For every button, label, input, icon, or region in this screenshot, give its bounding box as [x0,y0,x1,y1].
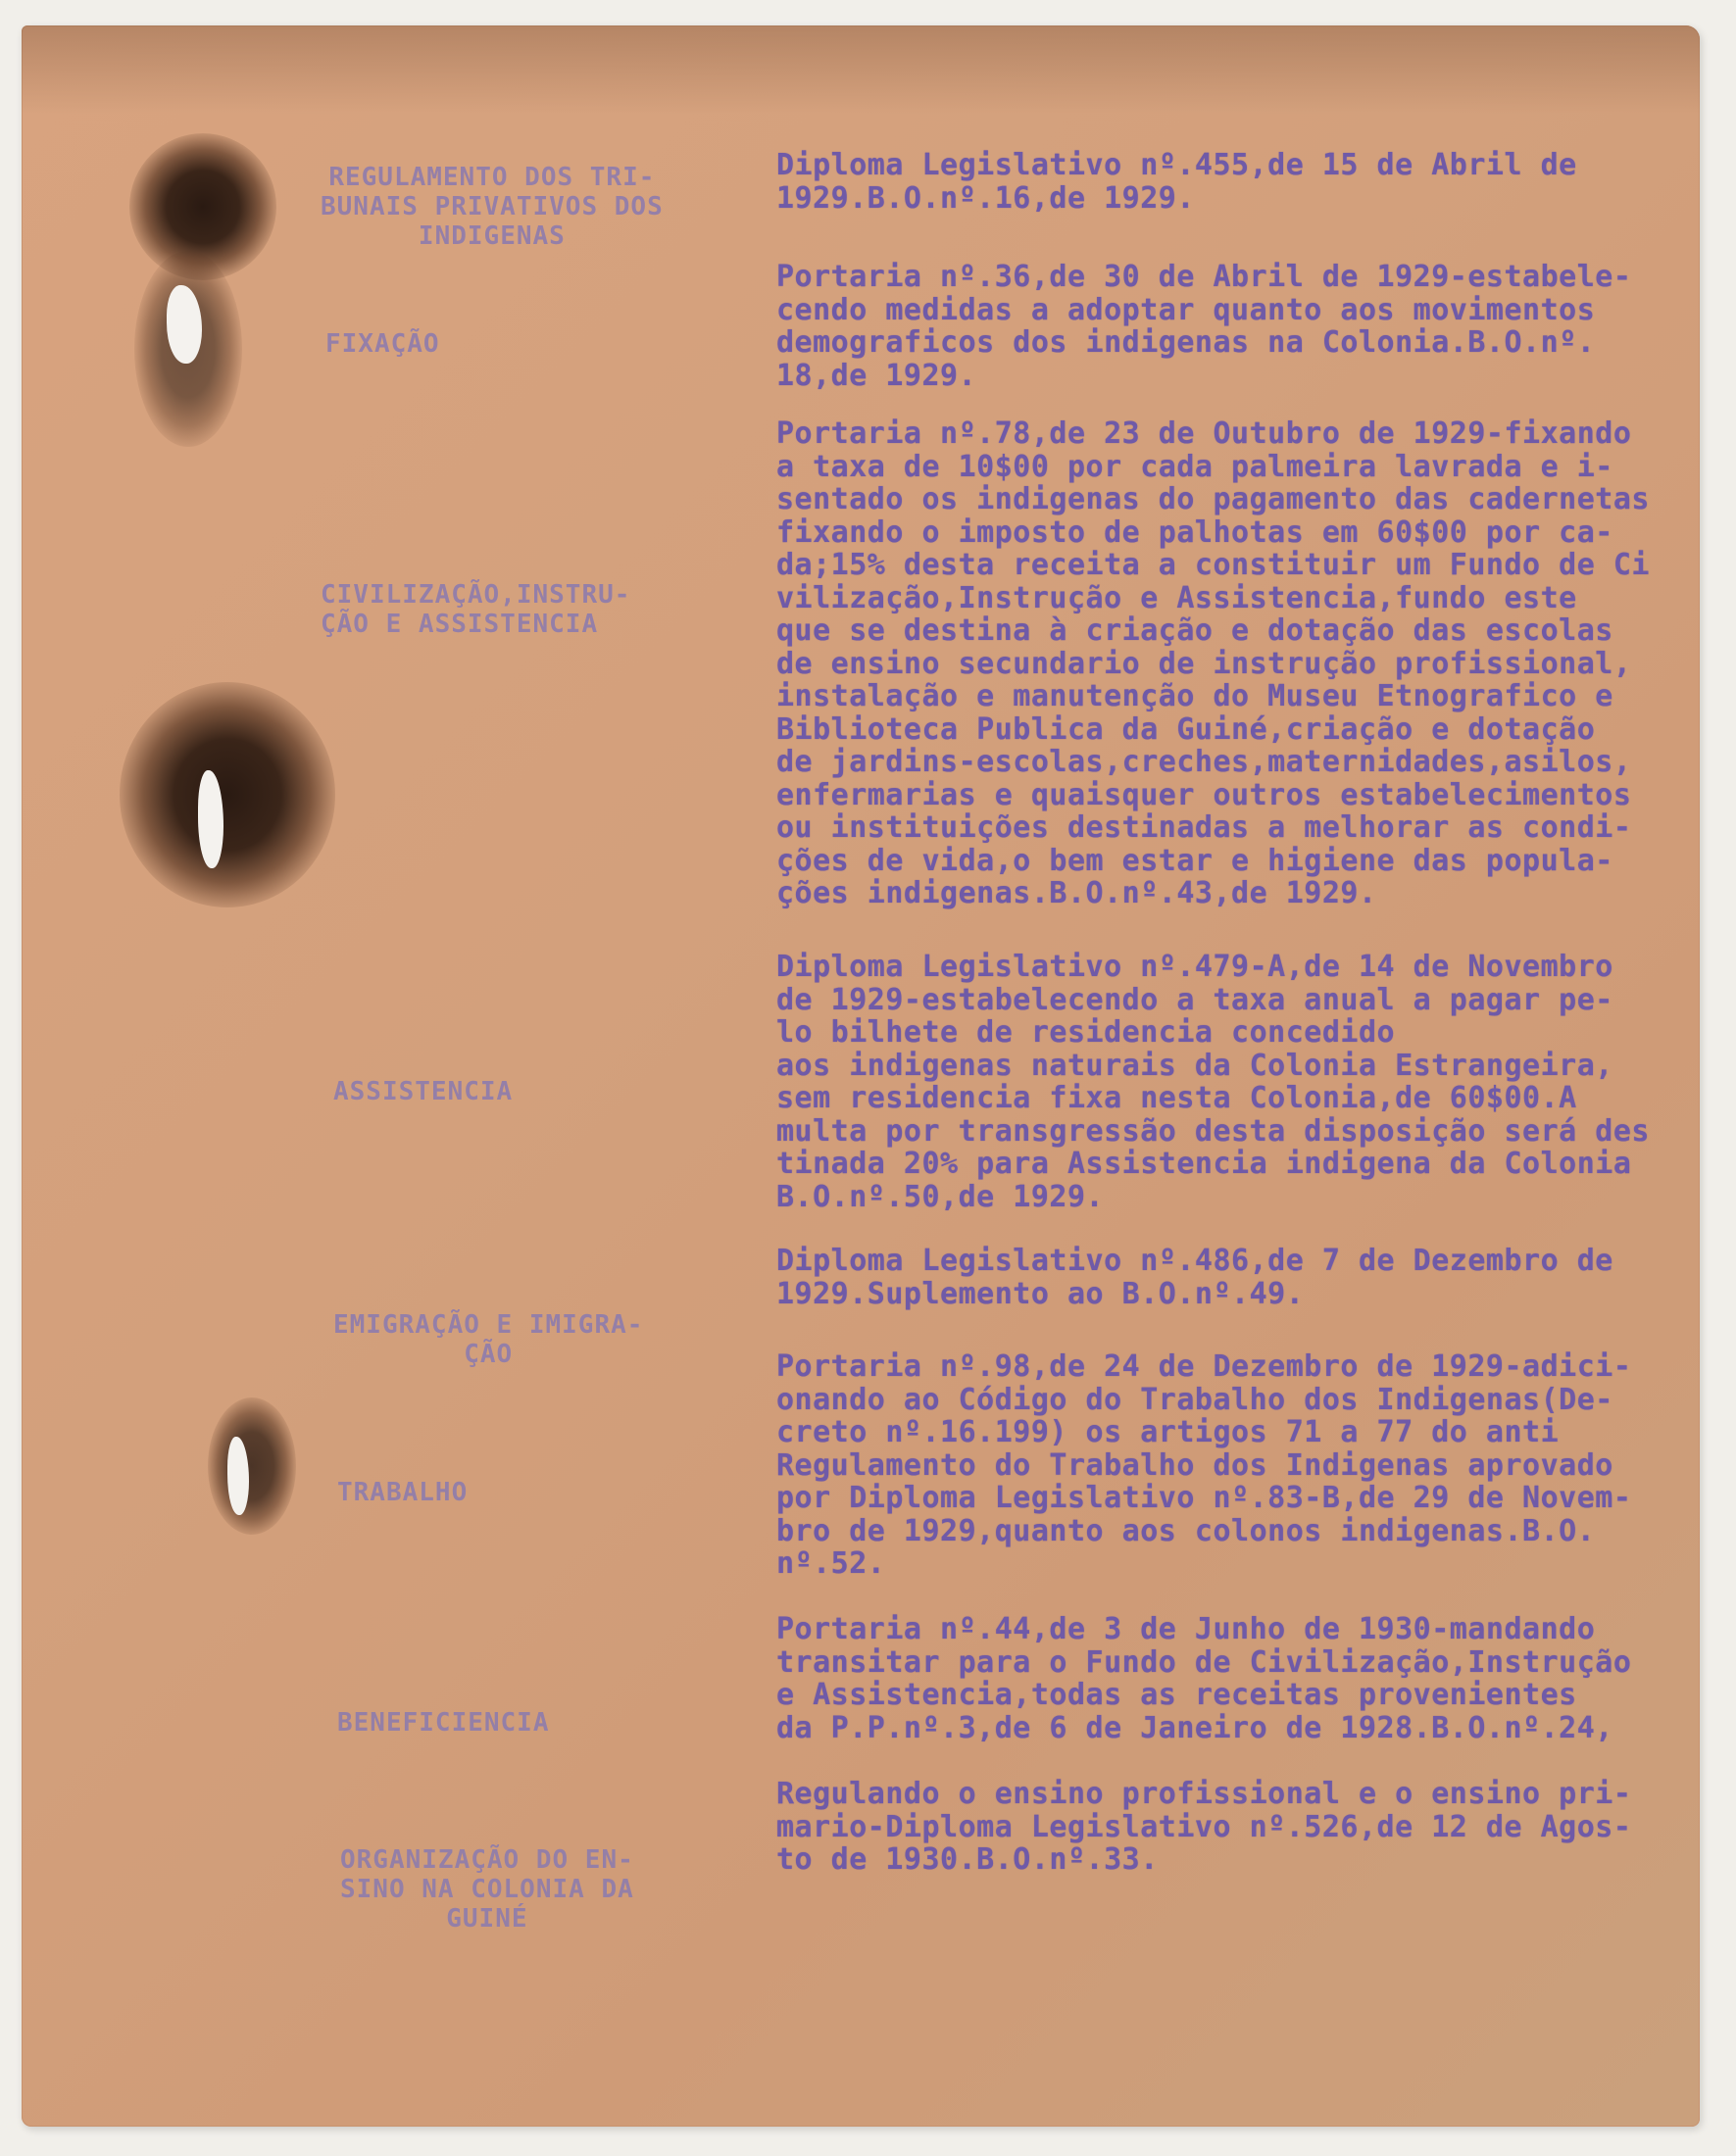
label-trabalho: TRABALHO [337,1478,469,1507]
entry-trabalho: Portaria nº.98,de 24 de Dezembro de 1929-adici- onando ao Código do Trabalho dos Indigenas(De- creto nº.16.199) os artigos 71 a 77 do anti Regulamento do Trabalho dos Indigenas aprovado por Diploma Legislativo nº.83-B,de 29 de Novem- bro de 1929,quanto aos colonos indigenas.B.O. nº.52. [776,1349,1632,1581]
label-organizacao: ORGANIZAÇÃO DO EN- SINO NA COLONIA DA GUINÉ [340,1845,634,1934]
burn-mark [208,1397,296,1535]
entry-regulamento: Diploma Legislativo nº.455,de 15 de Abril de 1929.B.O.nº.16,de 1929. [776,148,1577,216]
entry-assistencia: Diploma Legislativo nº.479-A,de 14 de Novembro de 1929-estabelecendo a taxa anual a pagar pe- lo bilhete de residencia concedido aos indigenas naturais da Colonia Estrangeira, sem residencia fixa nesta Colonia,de 60$00.A multa por transgressão desta disposição será des tinada 20% para Assistencia indigena da Colonia B.O.nº.50,de 1929. [776,950,1650,1214]
entry-fixacao: Portaria nº.36,de 30 de Abril de 1929-estabele- cendo medidas a adoptar quanto aos movimentos demograficos dos indigenas na Colonia.B.O.nº. 18,de 1929. [776,260,1632,393]
entry-civilizacao: Portaria nº.78,de 23 de Outubro de 1929-fixando a taxa de 10$00 por cada palmeira lavrada e i- sentado os indigenas do pagamento das cadernetas fixando o imposto de palhotas em 60$00 por ca- da;15% desta receita a constituir um Fundo de Ci vilização,Instrução e Assistencia,fundo este que se destina à criação e dotação das escolas de ensino secundario de instrução profissional, instalação e manutenção do Museu Etnografico e Biblioteca Publica da Guiné,criação e dotação de jardins-escolas,creches,maternidades,asilos, enfermarias e quaisquer outros estabelecimentos ou instituições destinadas a melhorar as condi- ções de vida,o bem estar e higiene das popula- ções indigenas.B.O.nº.43,de 1929. [776,416,1650,910]
burn-mark [120,682,335,907]
label-fixacao: FIXAÇÃO [325,329,440,359]
label-civilizacao: CIVILIZAÇÃO,INSTRU- ÇÃO E ASSISTENCIA [321,580,631,639]
document-page [22,25,1700,2127]
label-emigracao: EMIGRAÇÃO E IMIGRA- ÇÃO [333,1310,644,1369]
label-regulamento: REGULAMENTO DOS TRI- BUNAIS PRIVATIVOS DOS INDIGENAS [321,163,664,251]
entry-beneficiencia: Portaria nº.44,de 3 de Junho de 1930-mandando transitar para o Fundo de Civilização,Instrução e Assistencia,todas as receitas provenientes da P.P.nº.3,de 6 de Janeiro de 1928.B.O.nº.24, [776,1612,1632,1745]
entry-organizacao: Regulando o ensino profissional e o ensino pri- mario-Diploma Legislativo nº.526,de 12 de Agos- to de 1930.B.O.nº.33. [776,1777,1632,1877]
top-stain [22,25,1700,114]
entry-emigracao: Diploma Legislativo nº.486,de 7 de Dezembro de 1929.Suplemento ao B.O.nº.49. [776,1244,1613,1311]
label-beneficiencia: BENEFICIENCIA [337,1708,550,1738]
label-assistencia: ASSISTENCIA [333,1077,514,1106]
